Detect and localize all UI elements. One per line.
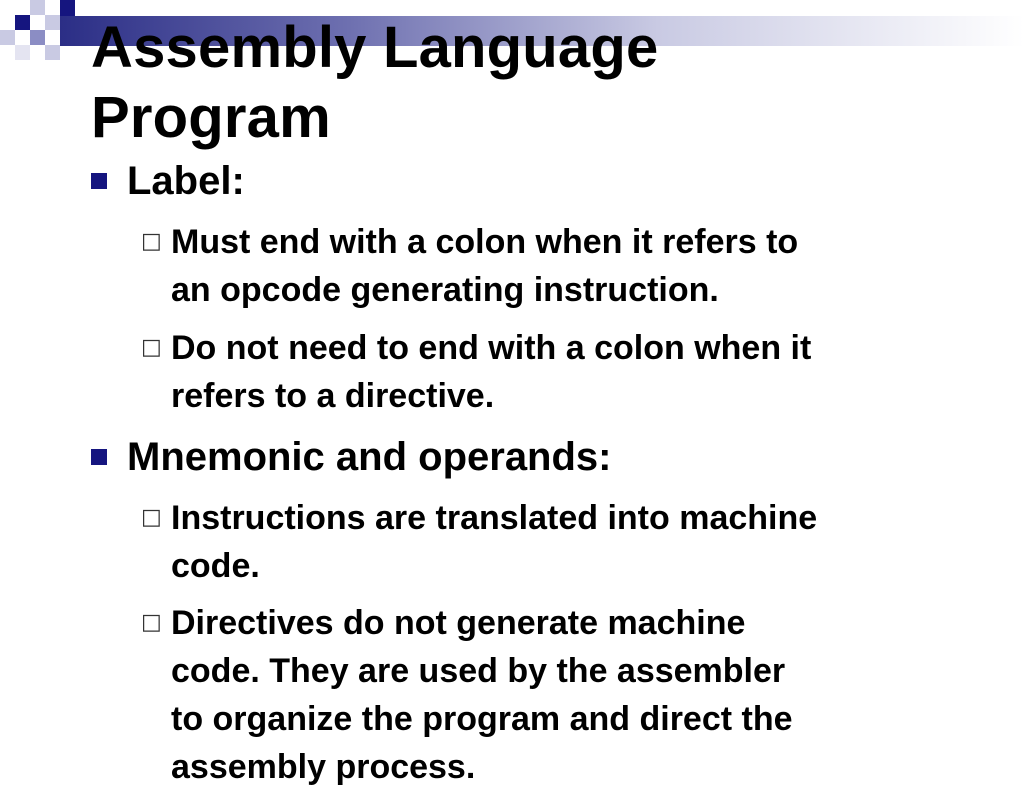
sub-bullet-line: refers to a directive. xyxy=(171,377,495,415)
filled-square-bullet-icon xyxy=(91,449,107,465)
sub-bullet-line: an opcode generating instruction. xyxy=(171,271,719,309)
hollow-square-bullet-icon: □ xyxy=(141,335,162,360)
hollow-square-bullet-icon: □ xyxy=(141,229,162,254)
sub-bullet-line: Must end with a colon when it refers to xyxy=(171,223,799,261)
bullet-heading: Label: xyxy=(127,159,245,203)
sub-bullet-line: Instructions are translated into machine xyxy=(171,499,818,537)
sub-bullet-text xyxy=(171,324,951,420)
sub-bullet-line: Directives do not generate machine xyxy=(171,604,746,642)
sub-bullet-line: code. xyxy=(171,547,260,585)
hollow-square-bullet-icon: □ xyxy=(141,505,162,530)
filled-square-bullet-icon xyxy=(91,173,107,189)
sub-bullet-line: assembly process. xyxy=(171,748,476,786)
slide-title-line: Assembly Language xyxy=(91,15,659,80)
hollow-square-bullet-icon: □ xyxy=(141,610,162,635)
sub-bullet-line: Do not need to end with a colon when it xyxy=(171,329,812,367)
sub-bullet-line: code. They are used by the assembler xyxy=(171,652,786,690)
sub-bullet-line: to organize the program and direct the xyxy=(171,700,793,738)
slide-title-line: Program xyxy=(91,85,331,150)
sub-bullet-text xyxy=(171,599,951,791)
sub-bullet-text xyxy=(171,218,951,314)
bullet-heading: Mnemonic and operands: xyxy=(127,435,612,479)
sub-bullet-text xyxy=(171,494,951,590)
